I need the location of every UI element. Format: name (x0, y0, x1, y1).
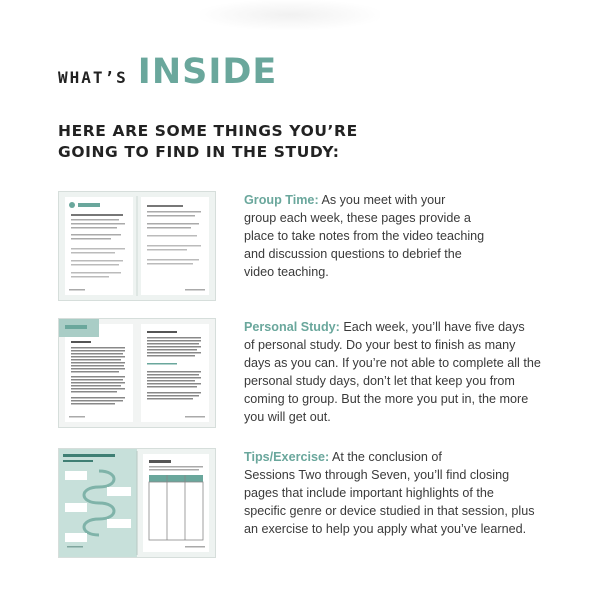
tips-exercise-label: Tips/Exercise: (244, 450, 330, 464)
section-personal-study (58, 318, 558, 430)
personal-study-description (244, 318, 544, 426)
personal-study-text-line: coming to group. But the more you put in, the more (244, 392, 529, 406)
page-title (58, 52, 277, 92)
personal-study-text-line: days as you can. If you’re not able to complete all the (244, 356, 541, 370)
personal-study-text-line: personal study days, don’t let that keep you from (244, 374, 515, 388)
group-time-text-line: and discussion questions to debrief the (244, 247, 462, 261)
title-small-text: WHAT’S (58, 68, 128, 87)
section-group-time (58, 191, 558, 303)
tips-exercise-text-line: At the conclusion of (329, 450, 442, 464)
personal-study-text-line: you will get out. (244, 410, 331, 424)
tips-exercise-text-line: Sessions Two through Seven, you’ll find closing (244, 468, 510, 482)
top-decorative-fade (200, 0, 380, 30)
tips-exercise-description (244, 448, 544, 538)
intro-line-2: GOING TO FIND IN THE STUDY: (58, 143, 340, 161)
personal-study-pages-thumbnail (58, 318, 216, 428)
personal-study-text-line: of personal study. Do your best to finish as many (244, 338, 516, 352)
section-tips-exercise (58, 448, 558, 560)
personal-study-text-line: Each week, you’ll have five days (339, 320, 525, 334)
tips-exercise-pages-thumbnail (58, 448, 216, 558)
personal-study-label: Personal Study: (244, 320, 340, 334)
intro-line-1: HERE ARE SOME THINGS YOU’RE (58, 122, 358, 140)
group-time-text-line: As you meet with your (318, 193, 446, 207)
group-time-text-line: video teaching. (244, 265, 329, 279)
group-time-description (244, 191, 544, 281)
title-large-text: INSIDE (137, 52, 278, 92)
group-time-pages-thumbnail (58, 191, 216, 301)
intro-heading (58, 121, 418, 163)
tips-exercise-text-line: pages that include important highlights of the (244, 486, 494, 500)
group-time-text-line: group each week, these pages provide a (244, 211, 471, 225)
tips-exercise-text-line: specific genre or device studied in that session, plus (244, 504, 535, 518)
group-time-text-line: place to take notes from the video teaching (244, 229, 485, 243)
tips-exercise-text-line: an exercise to help you apply what you’ve learned. (244, 522, 527, 536)
group-time-label: Group Time: (244, 193, 319, 207)
